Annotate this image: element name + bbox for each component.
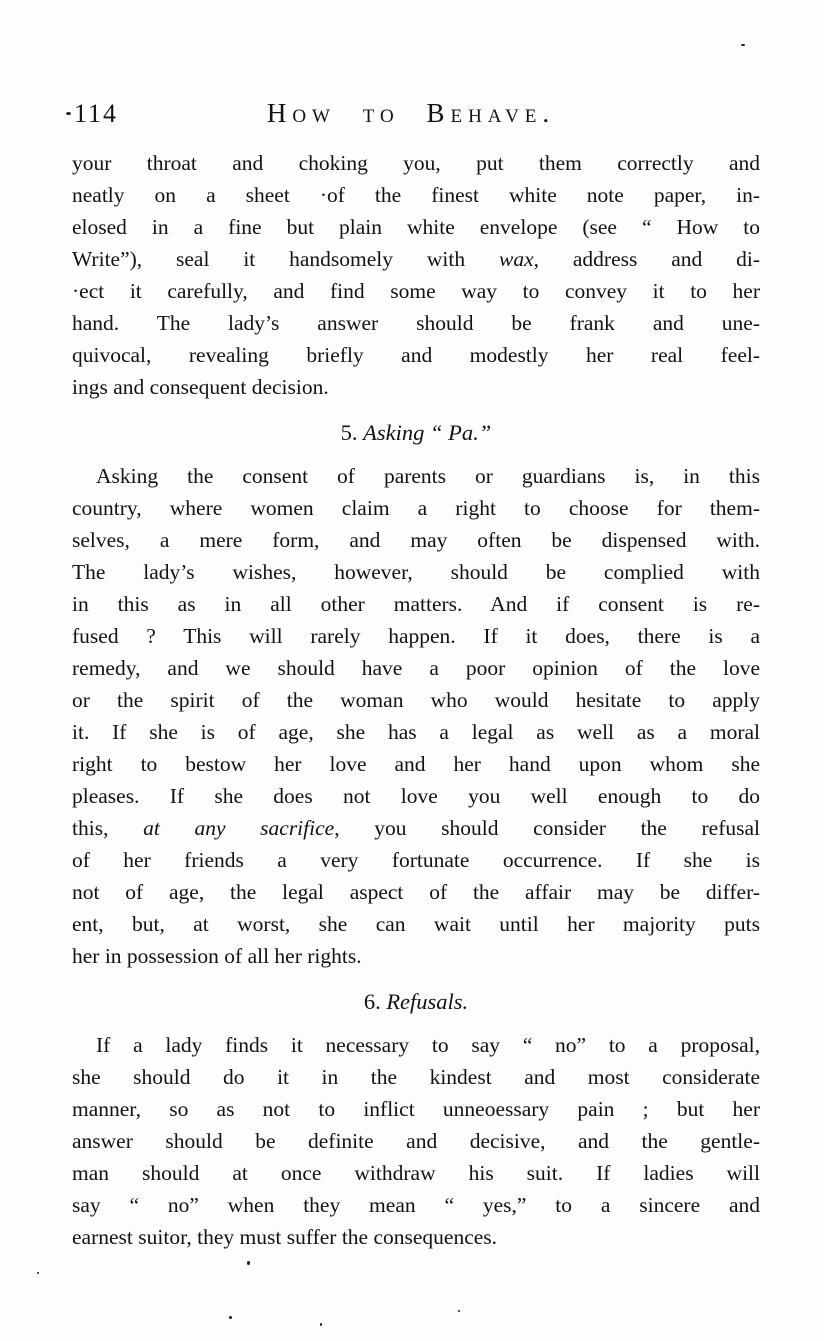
text-line <box>72 1157 760 1189</box>
text-line <box>72 307 760 339</box>
text-line <box>72 1221 760 1253</box>
paragraph <box>72 460 760 972</box>
section-number: 6. <box>363 989 387 1014</box>
text-segment: elosed in a fine but plain white envelope (see “ How to <box>72 215 760 239</box>
section-heading <box>72 987 760 1017</box>
paragraph <box>72 1029 760 1253</box>
text-segment: , you should consider the refusal <box>334 816 760 840</box>
text-line <box>72 524 760 556</box>
ink-speck <box>741 44 745 46</box>
text-segment: ings and consequent decision. <box>72 375 329 399</box>
text-segment: not of age, the legal aspect of the affair may be differ- <box>72 880 760 904</box>
ink-speck <box>37 1272 39 1274</box>
ink-speck <box>320 1323 322 1326</box>
section-number: 5. <box>340 420 364 445</box>
text-segment: country, where women claim a right to choose for them- <box>72 496 760 520</box>
text-segment: man should at once withdraw his suit. If ladies will <box>72 1161 760 1185</box>
section-title: Refusals. <box>386 989 469 1014</box>
text-segment: remedy, and we should have a poor opinion of the love <box>72 656 760 680</box>
text-line <box>72 147 760 179</box>
page-body <box>72 147 760 1253</box>
running-title: How to Behave. <box>266 98 556 128</box>
text-segment: hand. The lady’s answer should be frank and une- <box>72 311 760 335</box>
text-segment: , address and di- <box>533 247 761 271</box>
text-segment: Write”), seal it handsomely with <box>72 247 499 271</box>
text-segment: Asking the consent of parents or guardians is, in this <box>96 464 760 488</box>
text-line <box>72 1061 760 1093</box>
text-segment: ent, but, at worst, she can wait until her majority puts <box>72 912 760 936</box>
ink-speck <box>66 112 71 115</box>
text-segment: her in possession of all her rights. <box>72 944 362 968</box>
section-heading <box>72 418 760 448</box>
text-line <box>72 339 760 371</box>
text-segment: answer should be definite and decisive, and the gentle- <box>72 1129 760 1153</box>
text-segment: manner, so as not to inflict unneoessary pain ; but her <box>72 1097 760 1121</box>
text-segment: earnest suitor, they must suffer the consequences. <box>72 1225 498 1249</box>
text-segment: right to bestow her love and her hand upon whom she <box>72 752 760 776</box>
text-line <box>72 716 760 748</box>
text-segment: or the spirit of the woman who would hesitate to apply <box>72 688 760 712</box>
text-line <box>72 1093 760 1125</box>
text-line <box>72 748 760 780</box>
text-line <box>72 940 760 972</box>
page-header <box>74 98 758 129</box>
text-line <box>72 243 760 275</box>
text-line <box>72 211 760 243</box>
text-line <box>72 371 760 403</box>
text-line <box>72 556 760 588</box>
text-segment: pleases. If she does not love you well enough to do <box>72 784 760 808</box>
text-segment: your throat and choking you, put them correctly and <box>72 151 760 175</box>
ink-speck <box>247 1261 250 1265</box>
text-segment: neatly on a sheet ·of the finest white note paper, in- <box>72 183 760 207</box>
section-title: Asking “ Pa.” <box>363 420 492 445</box>
text-segment: selves, a mere form, and may often be dispensed with. <box>72 528 760 552</box>
italic-text: wax <box>498 247 534 271</box>
text-segment: ·ect it carefully, and find some way to convey it to her <box>72 279 760 303</box>
text-segment: fused ? This will rarely happen. If it does, there is a <box>72 624 760 648</box>
text-line <box>72 588 760 620</box>
text-line <box>72 908 760 940</box>
text-segment: say “ no” when they mean “ yes,” to a sincere and <box>72 1193 760 1217</box>
text-line <box>72 1189 760 1221</box>
paragraph <box>72 147 760 403</box>
text-segment: quivocal, revealing briefly and modestly her real feel- <box>72 343 760 367</box>
text-line <box>72 1125 760 1157</box>
text-line <box>72 275 760 307</box>
ink-speck <box>229 1316 232 1319</box>
text-line <box>72 876 760 908</box>
text-line <box>72 812 760 844</box>
page-number: 114 <box>74 99 119 128</box>
text-line <box>72 652 760 684</box>
text-line <box>72 780 760 812</box>
text-segment: The lady’s wishes, however, should be complied with <box>72 560 760 584</box>
text-line <box>72 844 760 876</box>
text-line <box>72 460 760 492</box>
text-line <box>72 620 760 652</box>
italic-text: at any sacrifice <box>143 816 335 840</box>
text-line <box>72 179 760 211</box>
text-segment: this, <box>72 816 144 840</box>
text-line <box>72 1029 760 1061</box>
text-segment: it. If she is of age, she has a legal as well as a moral <box>72 720 760 744</box>
text-segment: in this as in all other matters. And if consent is re- <box>72 592 760 616</box>
text-segment: of her friends a very fortunate occurrence. If she is <box>72 848 760 872</box>
ink-speck <box>458 1310 460 1312</box>
text-line <box>72 684 760 716</box>
text-segment: she should do it in the kindest and most considerate <box>72 1065 760 1089</box>
text-segment: If a lady finds it necessary to say “ no” to a proposal, <box>96 1033 760 1057</box>
text-line <box>72 492 760 524</box>
